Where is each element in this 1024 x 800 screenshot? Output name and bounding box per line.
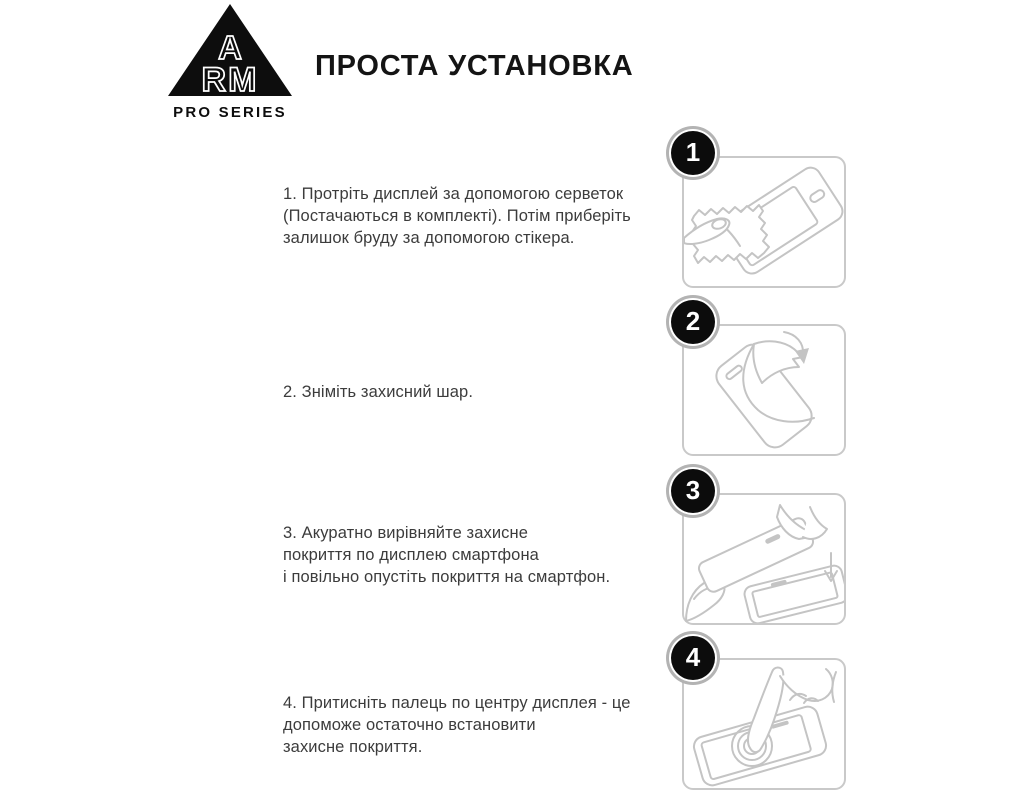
wipe-display-illustration-icon — [684, 158, 844, 286]
step-2-number-badge — [671, 300, 715, 344]
logo-letter-a: A — [218, 29, 242, 66]
step-3-line-1: 3. Акуратно вирівняйте захисне — [283, 524, 528, 542]
step-4-illustration-box — [682, 658, 846, 790]
step-1-number-badge — [671, 131, 715, 175]
step-1-number: 1 — [685, 136, 701, 167]
logo-letters-rm: RM — [201, 61, 259, 97]
step-4-line-1: 4. Притисніть палець по центру дисплея - це — [283, 694, 631, 712]
step-4-number: 4 — [685, 641, 701, 672]
step-2-illustration-box — [682, 324, 846, 456]
logo-subtitle: PRO SERIES — [173, 104, 287, 121]
step-3-number-badge — [671, 469, 715, 513]
step-4-line-3: захисне покриття. — [283, 738, 423, 756]
step-2-line-1: 2. Зніміть захисний шар. — [283, 383, 473, 401]
step-4-line-2: допоможе остаточно встановити — [283, 716, 536, 734]
step-2-number: 2 — [685, 305, 701, 336]
step-3-number: 3 — [685, 474, 701, 505]
step-1-line-3: залишок бруду за допомогою стікера. — [283, 229, 575, 247]
step-4-number-badge — [671, 636, 715, 680]
arm-pro-series-logo — [166, 3, 294, 121]
peel-film-illustration-icon — [684, 326, 844, 454]
step-1-text — [283, 183, 673, 249]
step-3-line-3: і повільно опустіть покриття на смартфон. — [283, 568, 611, 586]
step-1-line-1: 1. Протріть дисплей за допомогою серветок — [283, 185, 624, 203]
step-2-text — [283, 381, 673, 403]
arm-logo-triangle-icon — [166, 3, 294, 97]
align-glass-illustration-icon — [684, 495, 844, 623]
press-center-illustration-icon — [684, 660, 844, 788]
step-1-illustration-box — [682, 156, 846, 288]
step-3-text — [283, 522, 673, 588]
step-3-illustration-box — [682, 493, 846, 625]
step-3-line-2: покриття по дисплею смартфона — [283, 546, 539, 564]
step-4-text — [283, 692, 673, 758]
page-title: ПРОСТА УСТАНОВКА — [315, 50, 634, 82]
step-1-line-2: (Постачаються в комплекті). Потім приберіть — [283, 207, 631, 225]
